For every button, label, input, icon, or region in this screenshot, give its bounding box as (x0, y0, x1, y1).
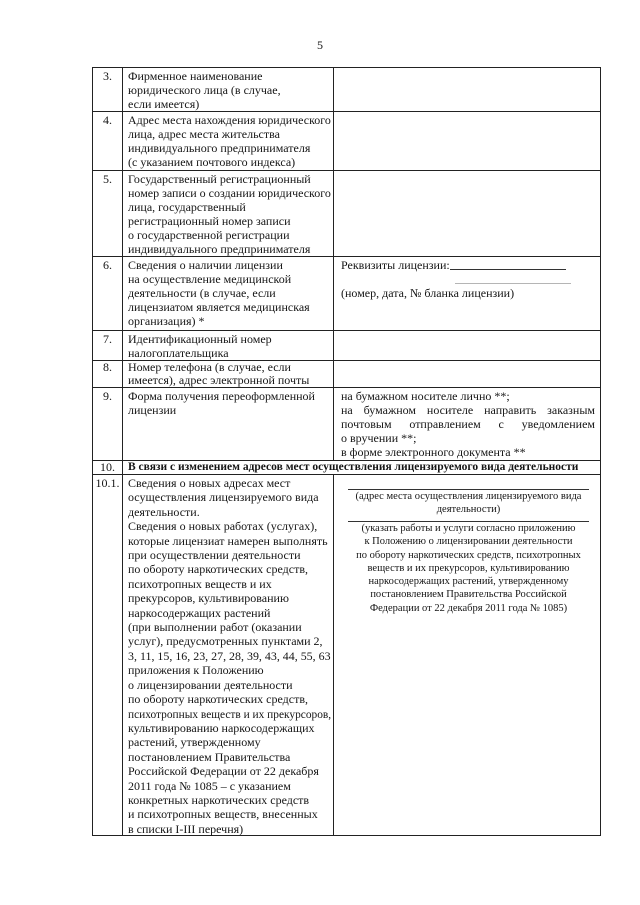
label-line (128, 735, 331, 749)
label-line-text: имеется), адрес электронной почты (128, 373, 310, 387)
page-number-text: 5 (317, 38, 323, 52)
row-number-text: 6. (103, 258, 112, 272)
row-number-text: 10. (100, 460, 115, 474)
label-line (128, 332, 331, 346)
new-addresses-and-works-cell (334, 475, 601, 835)
label-line (128, 678, 331, 692)
label-line-text: если имеется) (128, 97, 200, 111)
row-value-empty (334, 171, 601, 256)
label-line (128, 83, 331, 97)
label-line-text: Фирменное наименование (128, 69, 263, 83)
label-line (128, 186, 331, 200)
label-line (128, 69, 331, 83)
form-row-4 (93, 112, 601, 171)
form-row-5 (93, 171, 601, 257)
label-line-text: услуг), предусмотренных пунктами 2, (128, 634, 323, 649)
label-line-text: конкретных наркотических средств (128, 792, 310, 807)
works-hint-line-text: постановлением Правительства Российской (370, 589, 567, 601)
delivery-option-line-text: в форме электронного документа ** (341, 445, 526, 459)
label-line (128, 548, 331, 562)
application-form-table (92, 67, 601, 836)
requisites-label: Реквизиты лицензии: (341, 258, 450, 272)
label-line-text: по обороту наркотических средств, (128, 562, 309, 577)
row-number (93, 331, 123, 360)
label-line-text: по обороту наркотических средств, (128, 692, 309, 707)
delivery-option-line (341, 445, 595, 459)
label-line-text: лицензиатом является медицинская (128, 300, 310, 314)
page-number (0, 38, 640, 52)
label-line-text: деятельности. (128, 504, 200, 519)
works-hint-line-text: (указать работы и услуги согласно приложению (361, 523, 576, 534)
label-line (128, 272, 331, 286)
works-hint-line-text: Федерации от 22 декабря 2011 года № 1085) (369, 602, 568, 614)
label-line (128, 286, 331, 300)
label-line-text: лица, государственный (128, 200, 246, 214)
label-line-text: юридического лица (в случае, (128, 83, 281, 97)
label-line-text: номер записи о создании юридического (128, 186, 331, 200)
label-line-text: 3, 11, 15, 16, 23, 27, 28, 39, 43, 44, 55, 63 (128, 648, 331, 663)
works-hint-line-text: наркосодержащих растений, утвержденному (368, 576, 569, 588)
section-title-cell (123, 461, 601, 474)
row-label (123, 475, 334, 835)
works-hint-line-text: к Положению о лицензировании деятельности (364, 536, 573, 548)
row-number (93, 171, 123, 256)
delivery-option-line-text: о вручении **; (341, 431, 417, 445)
label-line-text: Номер телефона (в случае, если (128, 360, 291, 374)
row-number (93, 388, 123, 460)
label-line (128, 374, 331, 387)
label-line (128, 97, 331, 111)
label-line (128, 172, 331, 186)
label-line (128, 314, 331, 328)
row-value-empty (334, 331, 601, 360)
label-line-text: Сведения о наличии лицензии (128, 258, 283, 272)
row-number-text: 7. (103, 332, 112, 346)
label-line (128, 403, 331, 417)
label-line (128, 127, 331, 141)
label-line (128, 649, 331, 663)
label-line-text: Российской Федерации от 22 декабря (128, 764, 319, 779)
label-line-text: индивидуального предпринимателя (128, 242, 311, 256)
row-label (123, 388, 334, 460)
section-title-line (128, 461, 597, 474)
label-line (128, 200, 331, 214)
label-line (128, 476, 331, 490)
row-label (123, 171, 334, 256)
label-line (128, 490, 331, 504)
label-line-text: культивированию наркосодержащих (128, 720, 315, 735)
works-hint (348, 522, 589, 615)
label-line-text: Идентификационный номер (128, 332, 272, 346)
label-line-text: которые лицензиат намерен выполнять (128, 533, 328, 548)
label-line (128, 793, 331, 807)
label-line (128, 519, 331, 533)
label-line-text: налогоплательщика (128, 346, 229, 360)
row-number-text: 9. (103, 389, 112, 403)
row-label (123, 68, 334, 111)
label-line-text: растений, утвержденному (128, 735, 261, 750)
label-line (128, 620, 331, 634)
label-line (128, 577, 331, 591)
works-hint-line (348, 562, 589, 575)
label-line (128, 591, 331, 605)
label-line-text: психотропных веществ и их (128, 576, 272, 591)
label-line-text: наркосодержащих растений (128, 605, 271, 620)
label-line-text: Сведения о новых работах (услугах), (128, 519, 318, 534)
form-row-10-section (93, 461, 601, 475)
row-value-empty (334, 68, 601, 111)
label-line (128, 141, 331, 155)
label-line-text: и психотропных веществ, внесенных (128, 807, 318, 822)
works-hint-line (348, 549, 589, 562)
row-number-text: 8. (103, 360, 112, 374)
works-hint-line-text: по обороту наркотических средств, психотропных (356, 549, 581, 561)
works-hint-line (348, 575, 589, 588)
works-hint-line (348, 535, 589, 548)
label-line (128, 389, 331, 403)
form-row-7 (93, 331, 601, 361)
form-row-10-1 (93, 475, 601, 836)
row-number (93, 461, 123, 474)
label-line (128, 750, 331, 764)
row-value-empty (334, 112, 601, 170)
row-number-text: 3. (103, 69, 112, 83)
label-line (128, 346, 331, 360)
label-line-text: постановлением Правительства (128, 749, 291, 764)
label-line-text: при осуществлении деятельности (128, 548, 301, 563)
label-line (128, 258, 331, 272)
label-line (128, 606, 331, 620)
row-number (93, 361, 123, 387)
label-line-text: Сведения о новых адресах мест (128, 476, 291, 490)
label-line (128, 505, 331, 519)
label-line (128, 214, 331, 228)
address-hint-line (348, 503, 589, 516)
delivery-option-line-text: на бумажном носителе лично **; (341, 389, 510, 403)
form-row-9 (93, 388, 601, 461)
label-line (128, 300, 331, 314)
address-hint (348, 490, 589, 516)
delivery-options-cell (334, 388, 601, 460)
label-line-text: Форма получения переоформленной (128, 389, 315, 403)
delivery-option-line (341, 431, 595, 445)
label-line-text: Адрес места нахождения юридического (128, 113, 331, 127)
requisites-line (341, 258, 595, 272)
label-line-text: лицензии (128, 403, 177, 417)
works-hint-line (348, 588, 589, 601)
label-line-text: 2011 года № 1085 – с указанием (128, 778, 291, 793)
label-line (128, 779, 331, 793)
label-line-text: организация) * (128, 314, 205, 328)
requisites-hint: (номер, дата, № бланка лицензии) (341, 286, 515, 300)
label-line (128, 242, 331, 256)
delivery-option-line-text: на бумажном носителе направить заказным (341, 403, 595, 417)
label-line (128, 807, 331, 821)
label-line-text: индивидуального предпринимателя (128, 141, 311, 155)
delivery-option-line-text: почтовым отправлением с уведомлением (341, 417, 595, 431)
label-line (128, 634, 331, 648)
label-line-text: в списки I-III перечня) (128, 821, 244, 836)
label-line (128, 228, 331, 242)
row-number (93, 475, 123, 835)
label-line (128, 534, 331, 548)
label-line (128, 822, 331, 836)
label-line (128, 764, 331, 778)
requisites-hint-line (341, 286, 595, 300)
row-number (93, 68, 123, 111)
label-line (128, 663, 331, 677)
row-number-text: 4. (103, 113, 112, 127)
section-title: В связи с изменением адресов мест осуществления лицензируемого вида деятельности (128, 461, 579, 473)
works-hint-line (348, 602, 589, 615)
form-row-6 (93, 257, 601, 331)
label-line-text: психотропных веществ и их прекурсоров, (128, 706, 332, 721)
label-line-text: прекурсоров, культивированию (128, 591, 289, 606)
label-line (128, 562, 331, 576)
row-number (93, 257, 123, 330)
label-line-text: деятельности (в случае, если (128, 286, 276, 300)
label-line-text: о лицензировании деятельности (128, 677, 293, 692)
label-line-text: приложения к Положению (128, 663, 264, 678)
form-row-8 (93, 361, 601, 388)
address-hint-line-text: деятельности) (436, 504, 501, 515)
row-label (123, 112, 334, 170)
address-hint-line-text: (адрес места осуществления лицензируемого вида (355, 491, 582, 502)
works-hint-line-text: веществ и их прекурсоров, культивированию (367, 562, 570, 574)
row-label (123, 361, 334, 387)
delivery-option-line (341, 403, 595, 417)
label-line-text: регистрационный номер записи (128, 214, 291, 228)
label-line-text: Государственный регистрационный (128, 172, 311, 186)
address-hint-line (348, 490, 589, 503)
requisites-line-2 (341, 272, 595, 286)
row-number (93, 112, 123, 170)
row-value-empty (334, 361, 601, 387)
label-line (128, 113, 331, 127)
row-number-text: 5. (103, 172, 112, 186)
row-number-text: 10.1. (95, 476, 120, 490)
label-line-text: осуществления лицензируемого вида (128, 490, 319, 505)
label-line-text: лица, адрес места жительства (128, 127, 280, 141)
label-line-text: на осуществление медицинской (128, 272, 292, 286)
label-line (128, 707, 331, 721)
form-row-3 (93, 68, 601, 112)
label-line (128, 692, 331, 706)
requisites-blank-line-2 (455, 272, 571, 284)
label-line-text: (при выполнении работ (оказании (128, 620, 302, 635)
requisites-blank-line (450, 258, 566, 270)
delivery-option-line (341, 417, 595, 431)
label-line (128, 155, 331, 169)
row-label (123, 257, 334, 330)
label-line-text: о государственной регистрации (128, 228, 290, 242)
label-line-text: (с указанием почтового индекса) (128, 155, 296, 169)
works-hint-line (348, 522, 589, 535)
license-requisites-cell (334, 257, 601, 330)
delivery-option-line (341, 389, 595, 403)
label-line (128, 721, 331, 735)
row-label (123, 331, 334, 360)
